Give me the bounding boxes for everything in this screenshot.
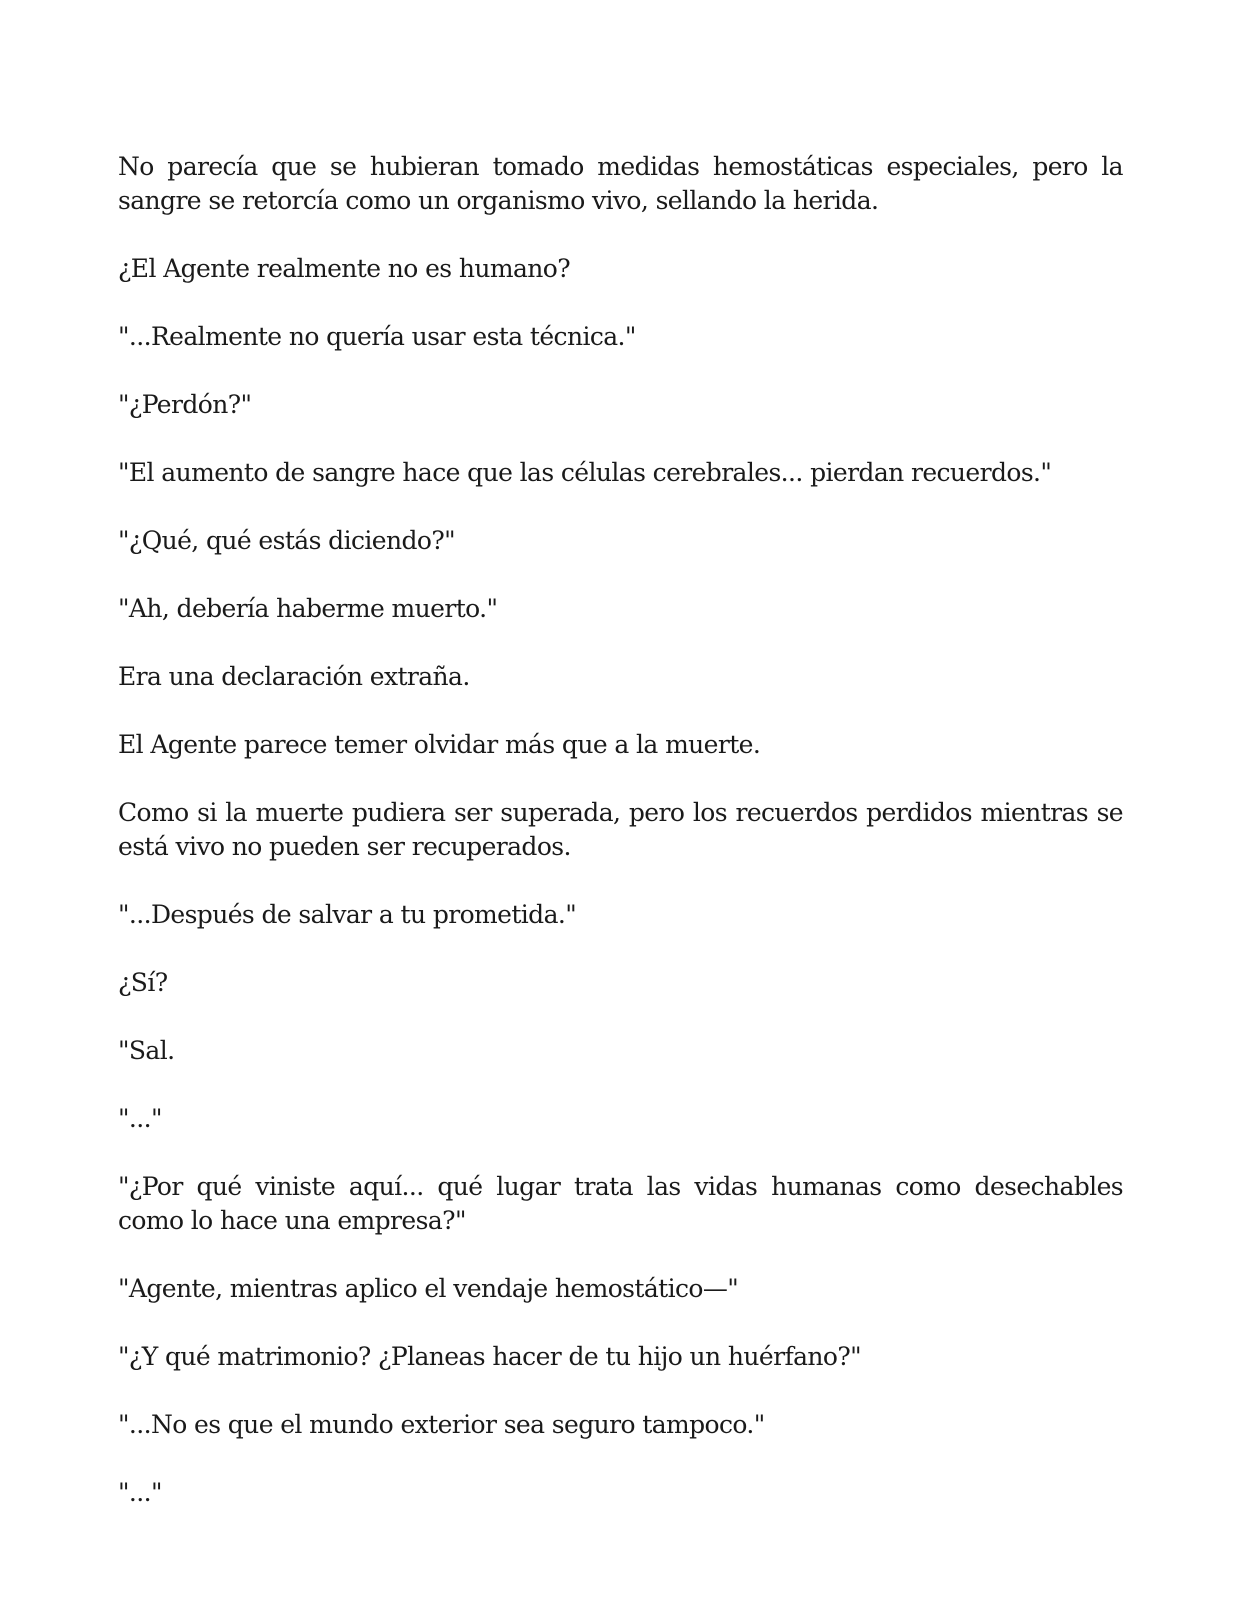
paragraph-19: "..." <box>118 1478 162 1507</box>
paragraph-18: "...No es que el mundo exterior sea seguro tampoco." <box>118 1410 765 1439</box>
paragraph-9: El Agente parece temer olvidar más que a la muerte. <box>118 730 761 759</box>
paragraph-4: "¿Perdón?" <box>118 390 252 419</box>
paragraph-11: "...Después de salvar a tu prometida." <box>118 900 577 929</box>
paragraph-1: No parecía que se hubieran tomado medidas hemostáticas especiales, pero la sangre se retorcía como un organismo vivo, sellando la herida. <box>118 152 1123 215</box>
paragraph-5: "El aumento de sangre hace que las células cerebrales... pierdan recuerdos." <box>118 458 1052 487</box>
paragraph-2: ¿El Agente realmente no es humano? <box>118 254 571 283</box>
paragraph-12: ¿Sí? <box>118 968 168 997</box>
paragraph-7: "Ah, debería haberme muerto." <box>118 594 498 623</box>
paragraph-10: Como si la muerte pudiera ser superada, pero los recuerdos perdidos mientras se está vivo no pueden ser recuperados. <box>118 798 1123 861</box>
paragraph-17: "¿Y qué matrimonio? ¿Planeas hacer de tu hijo un huérfano?" <box>118 1342 862 1371</box>
paragraph-8: Era una declaración extraña. <box>118 662 470 691</box>
paragraph-15: "¿Por qué viniste aquí... qué lugar trata las vidas humanas como desechables como lo hace una empresa?" <box>118 1172 1123 1235</box>
paragraph-6: "¿Qué, qué estás diciendo?" <box>118 526 456 555</box>
paragraph-13: "Sal. <box>118 1036 175 1065</box>
paragraph-14: "..." <box>118 1104 162 1133</box>
paragraph-3: "...Realmente no quería usar esta técnica." <box>118 322 636 351</box>
paragraph-16: "Agente, mientras aplico el vendaje hemostático—" <box>118 1274 739 1303</box>
